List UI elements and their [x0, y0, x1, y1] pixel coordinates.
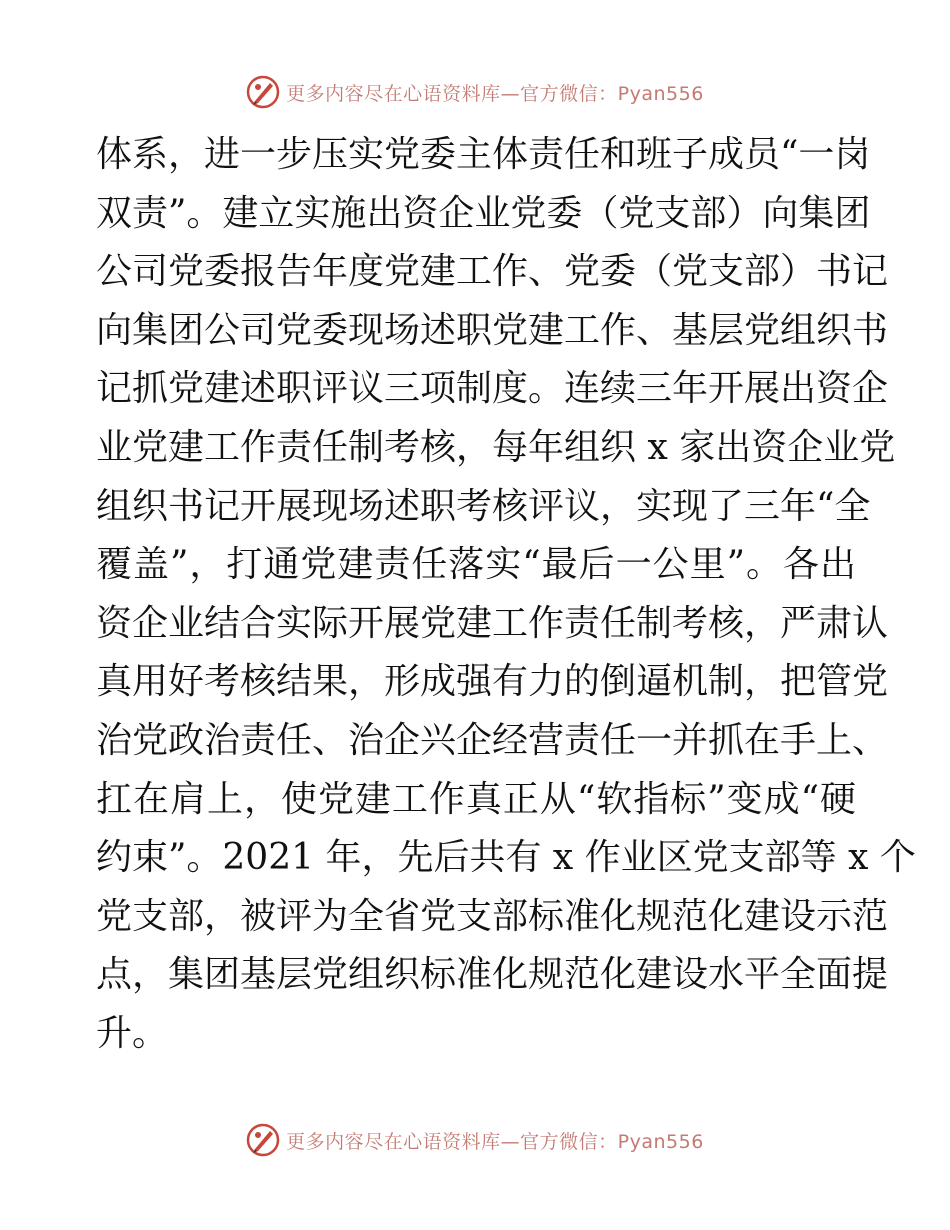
document-body — [96, 126, 916, 1064]
body-line: 资企业结合实际开展党建工作责任制考核，严肃认 — [96, 602, 889, 644]
body-line: 真用好考核结果，形成强有力的倒逼机制，把管党 — [96, 661, 889, 703]
quill-pen-logo-icon — [246, 75, 280, 109]
body-line: 点，集团基层党组织标准化规范化建设水平全面提 — [96, 954, 889, 996]
body-line: 体系，进一步压实党委主体责任和班子成员“一岗 — [96, 134, 871, 175]
body-line: 覆盖”，打通党建责任落实“最后一公里”。各出 — [96, 544, 856, 586]
footer-banner-text: 更多内容尽在心语资料库—官方微信：Pyan556 — [286, 1130, 704, 1153]
body-line: 业党建工作责任制考核，每年组织 x 家出资企业党 — [96, 426, 896, 468]
body-line: 党支部，被评为全省党支部标准化规范化建设示范 — [96, 895, 889, 937]
header-banner-text: 更多内容尽在心语资料库—官方微信：Pyan556 — [286, 82, 704, 105]
body-line: 组织书记开展现场述职考核评议，实现了三年“全 — [96, 485, 871, 527]
body-line: 约束”。2021 年，先后共有 x 作业区党支部等 x 个 — [96, 837, 916, 879]
quill-pen-logo-icon — [246, 1123, 280, 1157]
body-line: 双责”。建立实施出资企业党委（党支部）向集团 — [96, 192, 871, 234]
header-banner — [0, 72, 950, 112]
body-line-last: 升。 — [96, 1012, 169, 1054]
body-line: 公司党委报告年度党建工作、党委（党支部）书记 — [96, 251, 889, 293]
body-line: 记抓党建述职评议三项制度。连续三年开展出资企 — [96, 368, 889, 410]
body-line: 治党政治责任、治企兴企经营责任一并抓在手上、 — [96, 719, 889, 761]
body-line: 向集团公司党委现场述职党建工作、基层党组织书 — [96, 309, 889, 351]
body-line: 扛在肩上，使党建工作真正从“软指标”变成“硬 — [96, 778, 856, 820]
footer-banner — [0, 1120, 950, 1160]
